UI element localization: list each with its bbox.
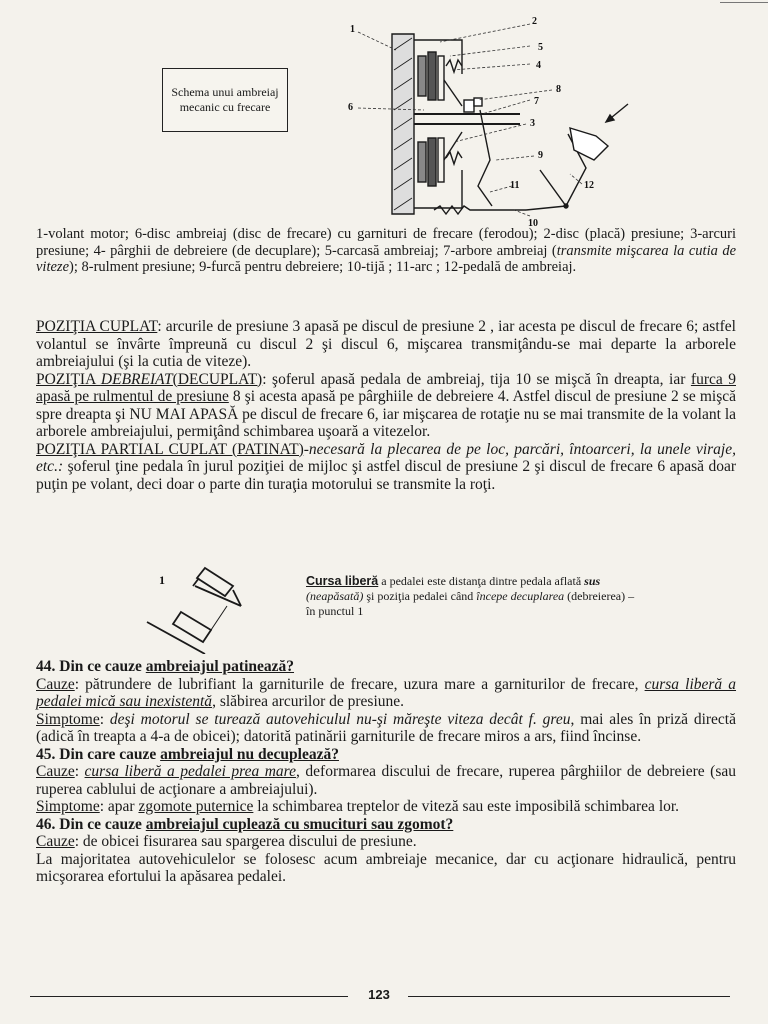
q45-cauze: Cauze: cursa liberă a pedalei prea mare, deformarea discului de frecare, ruperea pârghiilor de debreiere (sau ruperea cablului de acţionare a ambreiajului). (36, 763, 736, 798)
debreiat-text-a: : şoferul apasă pedala de ambreiaj, tija 10 se mişcă în dreapta, iar (262, 370, 691, 388)
q44-simptome-label: Simptome (36, 710, 100, 728)
fig-point-label: 1 (159, 573, 165, 587)
q44-cauze-label: Cauze (36, 675, 75, 693)
q44-title-u: ambreiajul patinează? (145, 658, 295, 675)
q44-title (36, 658, 736, 676)
q44-cauze-b: , slăbirea arcurilor de presiune. (212, 693, 405, 710)
diagram-label: 2 (532, 16, 537, 27)
debreiat-heading-c: (DECUPLAT) (172, 370, 263, 388)
q44-title-a: 44. Din ce cauze (36, 658, 146, 675)
q45-simptome-a: : apar (99, 798, 139, 815)
debreiat-text-b: 8 şi acesta apasă pe pârghiile de debreiere 4. Astfel discul de presiune 2 se mişcă spre dreapta şi NU MAI APASĂ pe discul de frecare 6, iar mişcarea de rotaţie nu se mai transmite de la volant la arborele ambreiajului, permiţând schimbarea uşoară a vitezelor. (36, 388, 736, 440)
partial-heading: POZIŢIA PARTIAL CUPLAT (PATINAT) (36, 440, 304, 458)
q44-simptome-b: , mai ales în priză directă (adică în treapta a 4-a de obicei); datorită patinării garniturile de frecare miros a ars, fiind încinse. (36, 710, 736, 745)
free-travel-lead: Cursa liberă (306, 574, 379, 588)
diagram-label: 8 (556, 84, 561, 95)
positions-section (36, 318, 736, 493)
q45-simptome-u: zgomote puternice (138, 798, 254, 815)
q46-cauze-label: Cauze (36, 833, 75, 850)
cuplat-paragraph (36, 318, 736, 371)
q44-simptome: Simptome: deşi motorul se turează autovehiculul nu-şi măreşte viteza decât f. greu, mai ales în priză directă (adică în treapta a 4-a de obicei); datorită patinării garniturile de frecare miros a ars, fiind încinse. (36, 710, 736, 745)
q45-title (36, 746, 736, 764)
q46-title-u: ambreiajul cuplează cu smucituri sau zgomot? (145, 815, 454, 833)
legend-text: 1-volant motor; 6-disc ambreiaj (disc de frecare) cu garnituri de frecare (ferodou); 2-disc (placă) presiune; 3-arcuri presiune; 4- pârghii de debreiere (de decuplare); 5-carcasă ambreiaj; 7-arbore ambreiaj ( (36, 226, 736, 259)
q44-cauze-iu: cursa liberă a pedalei mică sau inexistentă (36, 675, 737, 710)
q45-cauze-iu: cursa liberă a pedalei prea mare (84, 763, 297, 780)
q44-cauze-a: : pătrundere de lubrifiant la garniturile de frecare, uzura mare a garniturilor de frecare, (74, 675, 645, 693)
page-number: 123 (368, 987, 390, 1002)
q45-simptome (36, 798, 736, 816)
diagram-label: 1 (350, 24, 355, 35)
q44-cauze (36, 676, 736, 711)
diagram-label: 10 (528, 218, 538, 229)
top-rule (720, 2, 768, 3)
q45-title-u: ambreiajul nu decuplează? (160, 745, 339, 763)
q46-cauze (36, 833, 736, 851)
diagram-label: 7 (534, 96, 539, 107)
free-travel-note (306, 574, 636, 619)
diagram-label: 9 (538, 150, 543, 161)
legend-italic: transmite mişcarea la cutia de viteze (36, 242, 737, 275)
diagram-label: 6 (348, 102, 353, 113)
clutch-diagram (330, 10, 630, 232)
free-travel-neapasata: (neapăsată) (306, 589, 364, 603)
partial-text-italic: -necesară la plecarea de pe loc, parcări, întoarceri, la unele viraje, etc.: (36, 440, 736, 475)
q46-title (36, 816, 736, 834)
q46-title-a: 46. Din ce cauze (36, 815, 146, 833)
diagram-label: 4 (536, 60, 541, 71)
cuplat-heading: POZIŢIA CUPLAT (36, 318, 158, 335)
debreiat-heading-b: DEBREIAT (100, 370, 173, 388)
q44-simptome-i: deşi motorul se turează autovehiculul nu-şi măreşte viteza decât f. greu (109, 710, 571, 728)
diagram-label: 3 (530, 118, 535, 129)
diagram-label: 12 (584, 180, 594, 191)
free-travel-text-b: şi poziţia pedalei când (363, 589, 477, 603)
footer-rule-right (408, 996, 730, 997)
partial-text: şoferul ţine pedala în jurul poziţiei de mijloc şi astfel discul de presiune 2 şi discul de frecare 6 apasă doar puţin pe volant, deci doar o parte din turaţia motorului se transmite la roţi. (36, 458, 736, 493)
debreiat-paragraph (36, 371, 736, 441)
q45-simptome-b: la schimbarea treptelor de viteză sau este imposibilă schimbarea lor. (253, 798, 680, 815)
cuplat-text: : arcurile de presiune 3 apasă pe discul de presiune 2 , iar acesta pe discul de frecare 6; astfel volantul se învârte împreună cu discul 2 şi discul 6, mişcarea transmiţându-se mai departe la arborele ambreiajului (şi la cutia de viteze). (36, 318, 736, 370)
free-travel-text-a: a pedalei este distanţa dintre pedala aflată (378, 574, 585, 588)
q45-cauze-label: Cauze (36, 763, 75, 780)
debreiat-heading-a: POZIŢIA (36, 370, 101, 388)
pedal-travel-figure (145, 562, 285, 654)
partial-paragraph (36, 441, 736, 494)
q45-cauze-b: , deformarea discului de frecare, ruperea pârghiilor de debreiere (sau ruperea cablului de acţionare a ambreiajului). (36, 763, 736, 798)
q45-title-a: 45. Din care cauze (36, 745, 161, 763)
schema-title-box (162, 68, 288, 132)
legend-tail: ); 8-rulment presiune; 9-furcă pentru debreiere; 10-tijă ; 11-arc ; 12-pedală de ambreiaj. (69, 259, 577, 275)
footer-rule-left (30, 996, 348, 997)
debreiat-text-underlined: furca 9 apasă pe rulmentul de presiune (36, 370, 736, 405)
q46-cauze-b: : de obicei fisurarea sau spargerea discului de presiune. (74, 833, 417, 850)
q45-simptome-label: Simptome (36, 798, 100, 815)
diagram-legend (36, 226, 736, 276)
diagram-label: 5 (538, 42, 543, 53)
free-travel-text-c: (debreierea) – în punctul 1 (306, 589, 635, 618)
questions-section (36, 658, 736, 886)
free-travel-incepe: începe decuplarea (476, 589, 565, 603)
free-travel-sus: sus (584, 574, 601, 588)
schema-title: Schema unui ambreiaj mecanic cu frecare (171, 85, 279, 114)
final-note: La majoritatea autovehiculelor se folosesc acum ambreiaje mecanice, dar cu acţionare hidraulică, pentru micşorarea efortului la apăsarea pedalei. (36, 850, 736, 885)
diagram-label: 11 (510, 180, 520, 191)
